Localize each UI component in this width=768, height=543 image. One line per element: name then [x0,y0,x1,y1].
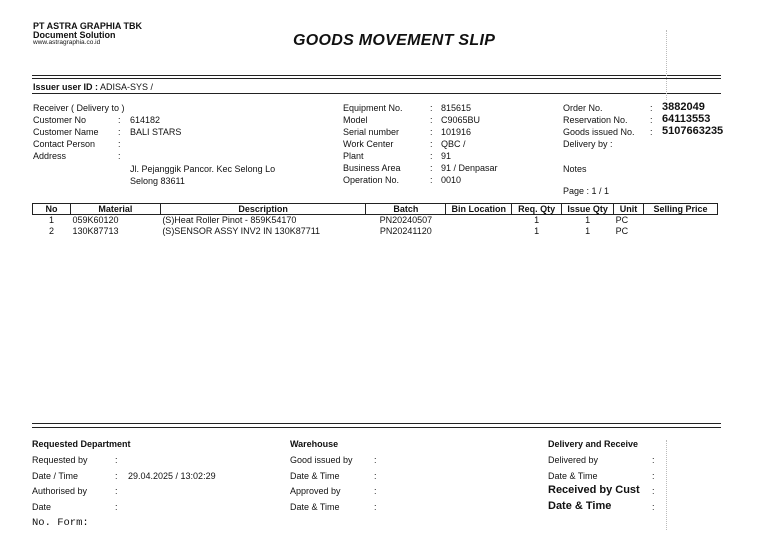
company-division: Document Solution [33,30,116,40]
table-cell: PN20241120 [379,226,432,236]
table-cell [446,226,512,237]
page-indicator: Page : 1 / 1 [563,186,610,196]
table-cell: 1 [534,226,540,236]
field-value: 0010 [441,175,462,185]
footer-heading: Delivery and Receive [548,439,639,449]
field-colon: : [430,103,433,113]
field-value: 91 / Denpasar [441,163,498,173]
issuer-line [33,82,153,92]
footer-colon: : [115,470,118,481]
field-value: 614182 [130,115,161,125]
table-row [33,215,718,227]
field-label: Customer Name [33,127,99,137]
field-label: Model [343,115,368,125]
table-header-row [33,204,718,215]
address-line-1: Jl. Pejanggik Pancor. Kec Selong Lo [130,164,276,174]
column-header: Unit [614,204,644,215]
column-header: Material [70,204,160,215]
field-value: BALI STARS [130,127,182,137]
header-rule-2 [32,78,721,79]
document-title: GOODS MOVEMENT SLIP [293,32,496,49]
field-label: Business Area [343,163,401,173]
footer-colon: : [115,455,118,465]
items-table [32,203,718,237]
field-label: Order No. [563,103,603,113]
field-label: Operation No. [343,175,400,185]
field-colon: : [650,115,653,125]
footer-double-rule [32,423,721,428]
address-line-2: Selong 83611 [130,176,185,186]
table-cell: 1 [48,215,54,225]
header-rule [32,75,721,76]
form-number-label: No. Form: [32,517,89,529]
table-cell [446,215,512,227]
field-label: Plant [343,151,364,161]
field-value: QBC / [441,139,466,149]
field-value: 5107663235 [662,125,724,137]
footer-label: Date & Time [290,501,340,512]
column-header: Bin Location [446,204,512,215]
field-colon: : [430,175,433,185]
field-colon: : [430,127,433,137]
footer-colon: : [115,501,118,512]
footer-colon: : [374,501,377,512]
footer-label: Date & Time [290,470,340,481]
field-colon: : [430,163,433,173]
field-colon: : [118,115,121,125]
footer-colon: : [374,470,377,481]
field-label: Address [33,151,67,161]
column-header: Batch [366,204,446,215]
table-cell [644,226,718,237]
table-cell [644,215,718,227]
column-header: Req. Qty [512,204,562,215]
table-cell: PN20240507 [379,215,433,225]
company-website: www.astragraphia.co.id [33,39,101,46]
issuer-value: ADISA-SYS / [100,82,154,92]
column-header: Issue Qty [562,204,614,215]
field-label: Equipment No. [343,103,403,113]
field-value: C9065BU [441,115,481,125]
field-colon: : [118,127,121,137]
footer-label: Received by Cust [548,484,640,496]
footer-value: 29.04.2025 / 13:02:29 [128,470,216,481]
column-header: No [33,204,71,215]
footer-label: Date / Time [32,470,79,481]
field-colon: : [118,139,121,149]
field-label: Goods issued No. [563,127,635,137]
issuer-rule [32,93,721,94]
footer-label: Approved by [290,486,341,496]
footer-label: Requested by [32,455,88,465]
footer-heading: Requested Department [32,439,131,449]
table-row [33,226,718,237]
table-cell: (S)SENSOR ASSY INV2 IN 130K87711 [162,226,321,236]
field-label: Customer No [33,115,87,125]
table-cell: PC [615,215,629,225]
field-label: Serial number [343,127,400,137]
footer-colon: : [115,486,118,496]
footer-label: Date [32,501,52,512]
field-value: 3882049 [662,101,705,113]
footer-label: Good issued by [290,455,353,465]
scan-mark [666,30,667,100]
footer-colon: : [374,455,377,465]
footer-label: Authorised by [32,486,88,496]
footer-colon: : [374,486,377,496]
column-header: Selling Price [644,204,718,215]
field-colon: : [118,151,121,161]
field-label: Reservation No. [563,115,628,125]
table-cell: 1 [585,215,591,225]
footer-label: Date & Time [548,470,598,481]
footer-colon: : [652,501,655,512]
table-cell: 059K60120 [72,215,119,225]
notes-label: Notes [563,164,587,174]
footer-colon: : [652,486,655,496]
table-cell: 1 [585,226,591,236]
column-header: Description [160,204,366,215]
table-body [33,215,718,238]
scan-mark [666,440,667,530]
field-value: 101916 [441,127,472,137]
field-colon: : [430,139,433,149]
table-cell: (S)Heat Roller Pinot - 859K54170 [162,215,297,225]
table-cell: 2 [48,226,54,236]
field-value: 64113553 [662,113,711,125]
table-cell: 1 [534,215,540,225]
field-colon: : [430,151,433,161]
footer-label: Date & Time [548,499,612,512]
field-colon: : [650,103,653,113]
footer-colon: : [652,470,655,481]
field-colon: : [430,115,433,125]
field-value: 91 [441,151,452,161]
footer-heading: Warehouse [290,439,339,449]
field-label: Delivery by : [563,139,613,149]
footer-label: Delivered by [548,455,599,465]
receiver-heading: Receiver ( Delivery to ) [33,103,125,113]
issuer-label: Issuer user ID : [33,82,99,92]
field-colon: : [650,127,653,137]
field-label: Work Center [343,139,394,149]
table-cell: PC [615,226,629,236]
field-value: 815615 [441,103,472,113]
footer-colon: : [652,455,655,465]
field-label: Contact Person [33,139,96,149]
company-name: PT ASTRA GRAPHIA TBK [33,21,142,31]
table-cell: 130K87713 [72,226,119,236]
